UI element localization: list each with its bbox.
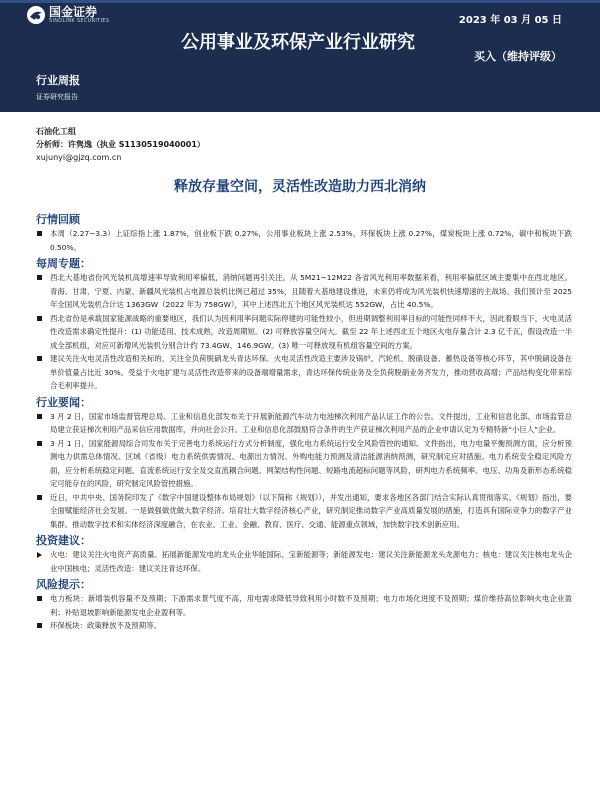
report-body xyxy=(36,210,572,633)
analyst-email[interactable]: xujunyi@gjzq.com.cn xyxy=(36,153,122,162)
bullet-text: 近日，中共中央、国务院印发了《数字中国建设整体布局规划》（以下简称《规划》），并发出通知，要求各地区各部门结合实际认真贯彻落实。《规划》指出，要全面赋能经济社会发展。一是做强做优做大数字经济。培育壮大数字经济核心产业，研究制定推动数字产业高质量发展的措施，打造具有国际竞争力的数字产业集群。推动数字技术和实体经济深度融合，在农业、工业、金融、教育、医疗、交通、能源重点领域，加快数字技术创新应用。 xyxy=(50,492,572,529)
bullet-item xyxy=(36,410,572,437)
arrow-bullet-icon xyxy=(37,552,42,558)
logo-mark-icon xyxy=(26,5,46,25)
square-bullet-icon xyxy=(37,495,42,500)
square-bullet-icon xyxy=(37,316,42,321)
bullet-text: 3 月 1 日，国家能源局综合司发布关于完善电力系统运行方式分析制度，强化电力系统运行安全风险管控的通知。文件指出，电力电量平衡预测方面，应分析预测电力供需总体情况、区域（省级）电力系统供需情况、电源出力情况、外购电能力预测及清洁能源消纳预测，研究制定应对措施。电力系统安全稳定风险方面，应分析系统稳定问题、直流系统运行安全及交直流耦合问题、网架结构性问题、短路电流超标问题等风险，研判电力系统频率、电压、功角及新形态系统稳定可能存在的风险，研究制定风险管控措施。 xyxy=(50,438,572,488)
bullet-text: 3 月 2 日，国家市场监督管理总局、工业和信息化部发布关于开展新能源汽车动力电池梯次利用产品认证工作的公告。文件提出，工业和信息化部、市场监管总局建立获证梯次利用产品采信应用数据库，并向社会公开。工业和信息化部鼓励符合条件的生产获证梯次利用产品的企业申请认定为专精特新“小巨人”企业。 xyxy=(50,411,572,434)
report-headline: 释放存量空间，灵活性改造助力西北消纳 xyxy=(174,179,426,195)
bullet-text: 本周（2.27~3.3）上证综指上涨 1.87%，创业板下跌 0.27%，公用事业板块上涨 2.53%，环保板块上涨 0.27%，煤炭板块上涨 0.72%，碳中和板块下跌 0.50%。 xyxy=(50,229,572,252)
section-heading-risk-warning: 风险提示： xyxy=(36,578,91,591)
research-group: 石油化工组 xyxy=(36,127,76,136)
section-heading-weekly-topic: 每周专题： xyxy=(36,257,91,270)
bullet-text: 西北大基地省份风光装机高增速率导致利用率偏低，消纳问题再引关注。从 5M21~12M22 各省风光利用率数据来看，利用率偏低区域主要集中在西北地区。青海、甘肃、宁夏、内蒙、新疆风光装机占电源总装机比例已超过 35%，且随着大基地建设推进，未来仍将成为风光装机快速增速的主战场。我们预计至 2025 年全国风光装机合计达 1363GW（2022 年为 758GW），其中上述西北五个地区风光装机达 552GW，占比 40.5%。 xyxy=(50,273,572,309)
bullet-item xyxy=(36,227,572,254)
bullet-item xyxy=(36,548,572,575)
bullet-text: 西北省份是承载国家能源战略的重要地区，我们认为因利用率问题实际停建的可能性较小，但进期调整利用率目标的可能性同样不大，因此着眼当下，火电灵活性改造需求确定性提升：(1) 功能适用、技术成熟，改造周期短。(2) 可释放容量空间大。截至 22 年上述西北五个地区火电存量合计 2.3 亿千瓦，假设改造一半成全部机组，对应可新增风光装机分别合计约 73.4GW、146.9GW。(3) 唯一可释放现有机组容量空间的方案。 xyxy=(50,313,572,350)
bullet-item xyxy=(36,491,572,532)
bullet-text: 建议关注火电灵活性改造相关标的，关注全负荷脱硝龙头青达环保。火电灵活性改造主要涉及锅炉、汽轮机、脱硝设备、蓄热设备等核心环节，其中脱硝设备在单价值量占比近 30%。受益于火电扩建与灵活性改造带来的设备端增量需求，青达环保传统业务及全负荷脱硝业务齐发力，推动营收高增；产品结构变化带来综合毛利率提升。 xyxy=(50,354,572,390)
square-bullet-icon xyxy=(37,623,42,628)
header-stripe xyxy=(0,0,600,3)
report-date: 2023 年 03 月 05 日 xyxy=(458,15,562,26)
bullet-text: 环保板块：政策释放不及预期等。 xyxy=(50,621,161,630)
square-bullet-icon xyxy=(37,231,42,236)
bullet-item xyxy=(36,312,572,353)
square-bullet-icon xyxy=(37,356,42,361)
logo-text: 国金证券 xyxy=(49,5,98,19)
logo-subtext: SINOLINK SECURITIES xyxy=(49,18,110,24)
report-type: 行业周报 xyxy=(36,74,80,87)
rating-label: 买入（维持评级） xyxy=(474,50,562,63)
bullet-text: 火电：建议关注火电资产高质量、拓展新能源发电的龙头企业华能国际、宝新能源等；新能源发电：建议关注新能源龙头龙源电力；核电：建议关注核电龙头企业中国核电；灵活性改造：建议关注青达环保。 xyxy=(50,550,572,573)
square-bullet-icon xyxy=(37,596,42,601)
square-bullet-icon xyxy=(37,275,42,280)
bullet-item xyxy=(36,271,572,312)
bullet-item xyxy=(36,619,572,633)
header-banner xyxy=(0,0,600,112)
section-heading-industry-news: 行业要闻： xyxy=(36,395,91,409)
square-bullet-icon xyxy=(37,414,42,419)
report-title: 公用事业及环保产业行业研究 xyxy=(181,32,415,53)
bullet-item xyxy=(36,352,572,393)
square-bullet-icon xyxy=(37,441,42,446)
bullet-text: 电力板块：新增装机容量不及预期；下游需求景气度不高，用电需求降低导致利用小时数不及预期；电力市场化进度不及预期；煤价维持高位影响火电企业盈利；补贴退坡影响新能源发电企业盈利等。 xyxy=(50,594,572,617)
section-heading-investment-advice: 投资建议： xyxy=(36,534,91,547)
company-logo xyxy=(26,5,126,27)
bullet-item xyxy=(36,437,572,491)
bullet-item xyxy=(36,592,572,619)
report-subtype: 证券研究报告 xyxy=(36,93,78,101)
analyst-name: 分析师：许隽逸（执业 S1130519040001） xyxy=(36,140,205,149)
analyst-info xyxy=(36,125,205,164)
section-heading-market-review: 行情回顾 xyxy=(36,213,80,226)
